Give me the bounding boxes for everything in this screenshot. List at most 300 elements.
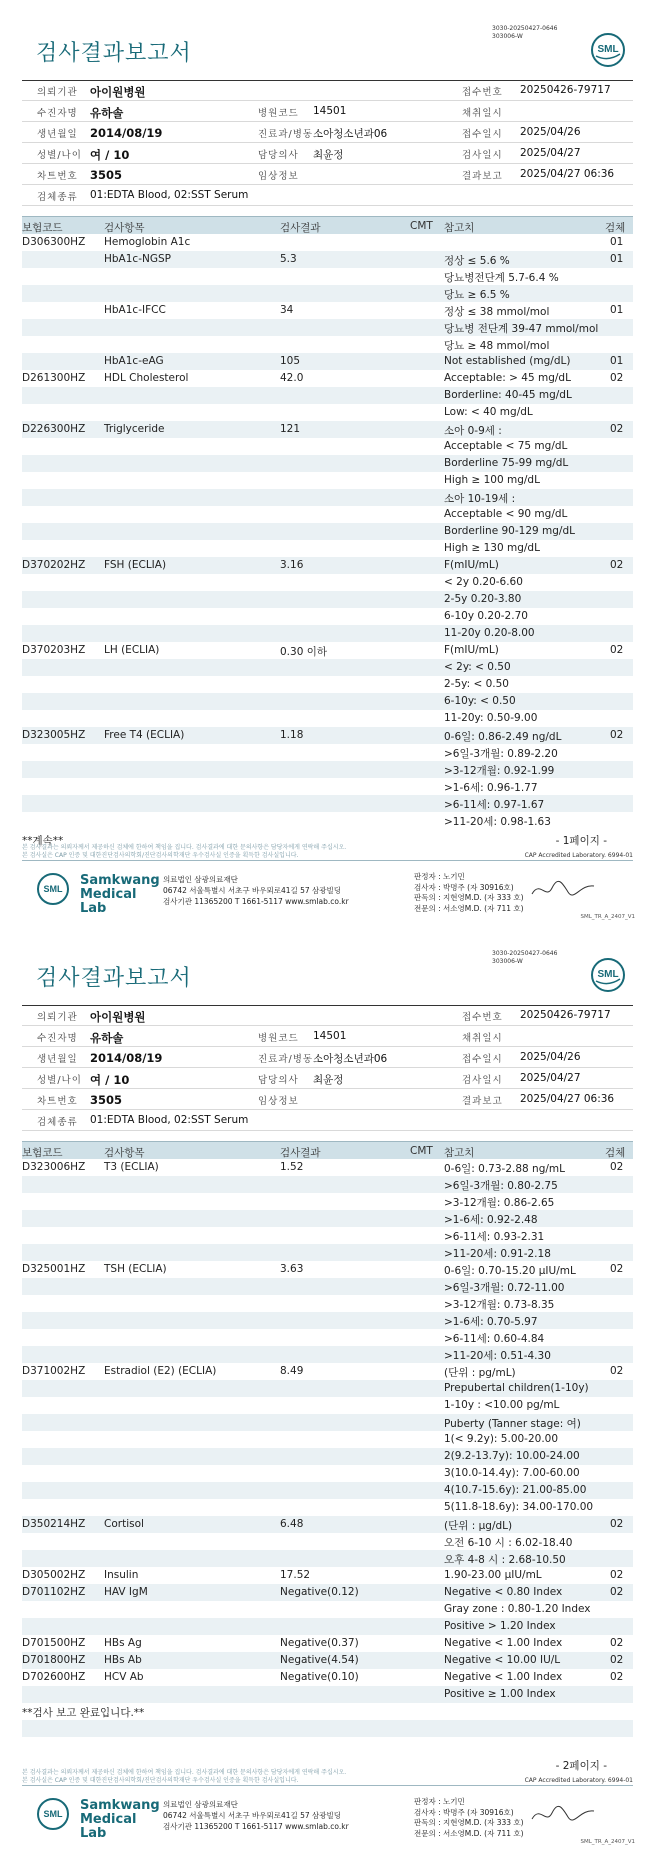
hospital-code-value: 14501 — [313, 1030, 347, 1042]
table-row — [22, 1363, 633, 1380]
hospital-code-value: 14501 — [313, 105, 347, 117]
reported-value: 2025/04/27 06:36 — [520, 168, 615, 180]
info-row — [22, 143, 633, 164]
row-reference: >11-20세: 0.91-2.18 — [444, 1248, 551, 1260]
row-code: D305002HZ — [22, 1569, 86, 1581]
row-code: D325001HZ — [22, 1263, 86, 1275]
row-result: 0.30 이하 — [280, 646, 328, 658]
row-reference: 11-20y 0.20-8.00 — [444, 627, 535, 639]
row-code: D323005HZ — [22, 729, 86, 741]
row-reference: (단위 : pg/mL) — [444, 1367, 516, 1379]
table-row — [22, 1686, 633, 1703]
table-row — [22, 574, 633, 591]
row-reference: Borderline 90-129 mg/dL — [444, 525, 575, 537]
sml-mark-icon — [36, 1797, 70, 1831]
table-body — [22, 1159, 633, 1737]
table-row — [22, 404, 633, 421]
row-code: D323006HZ — [22, 1161, 86, 1173]
row-specimen: 02 — [610, 1654, 624, 1666]
table-row — [22, 795, 633, 812]
chart-value: 3505 — [90, 1093, 123, 1107]
row-code: D701800HZ — [22, 1654, 86, 1666]
col-reference: 참고치 — [444, 222, 475, 234]
table-row — [22, 1720, 633, 1737]
hospital-code-label: 병원코드 — [258, 1033, 299, 1044]
dept-label: 진료과/병동 — [258, 1054, 314, 1065]
row-item: Insulin — [104, 1569, 139, 1581]
row-reference: >11-20세: 0.98-1.63 — [444, 816, 551, 828]
table-row — [22, 608, 633, 625]
row-code: D702600HZ — [22, 1671, 86, 1683]
row-item: HbA1c-eAG — [104, 355, 164, 367]
sex-age-label: 성별/나이 — [37, 1075, 82, 1086]
row-reference: 2(9.2-13.7y): 10.00-24.00 — [444, 1450, 580, 1462]
table-row — [22, 1159, 633, 1176]
row-code: D701500HZ — [22, 1637, 86, 1649]
row-reference: >3-12개월: 0.86-2.65 — [444, 1197, 555, 1209]
row-specimen: 01 — [610, 355, 624, 367]
table-row — [22, 1346, 633, 1363]
row-reference: Not established (mg/dL) — [444, 355, 571, 367]
row-code: **검사 보고 완료입니다.** — [22, 1707, 145, 1719]
form-number: SML_TR_A_2407_V1 — [580, 1839, 635, 1845]
sml-logo-icon — [590, 957, 626, 993]
page-number: - 1페이지 - — [555, 835, 607, 847]
tested-value: 2025/04/27 — [520, 1072, 581, 1084]
row-specimen: 02 — [610, 372, 624, 384]
row-reference: >1-6세: 0.92-2.48 — [444, 1214, 538, 1226]
table-row — [22, 387, 633, 404]
row-item: Estradiol (E2) (ECLIA) — [104, 1365, 217, 1377]
row-reference: 당뇨 ≥ 48 mmol/mol — [444, 340, 550, 352]
row-reference: 6-10y 0.20-2.70 — [444, 610, 528, 622]
table-row — [22, 268, 633, 285]
row-reference: >6-11세: 0.97-1.67 — [444, 799, 545, 811]
dept-value: 소아청소년과06 — [313, 1053, 388, 1065]
tested-label: 검사일시 — [462, 150, 503, 161]
tested-value: 2025/04/27 — [520, 147, 581, 159]
patient-label: 수진자명 — [37, 1033, 78, 1044]
row-reference: 4(10.7-15.6y): 21.00-85.00 — [444, 1484, 587, 1496]
row-result: 34 — [280, 304, 294, 316]
row-reference: Negative < 0.80 Index — [444, 1586, 563, 1598]
row-result: 17.52 — [280, 1569, 311, 1581]
table-row — [22, 1193, 633, 1210]
col-result: 검사결과 — [280, 1147, 321, 1159]
row-reference: 당뇨병전단계 5.7-6.4 % — [444, 272, 559, 284]
table-row — [22, 1176, 633, 1193]
doctor-value: 최윤정 — [313, 149, 344, 161]
row-specimen: 01 — [610, 236, 624, 248]
row-reference: 정상 ≤ 5.6 % — [444, 255, 510, 267]
row-specimen: 02 — [610, 644, 624, 656]
row-item: Free T4 (ECLIA) — [104, 729, 185, 741]
table-header — [22, 1141, 633, 1159]
row-reference: 11-20y: 0.50-9.00 — [444, 712, 538, 724]
row-reference: Negative < 1.00 Index — [444, 1671, 563, 1683]
info-row — [22, 101, 633, 122]
report-page — [0, 925, 655, 1850]
reported-label: 결과보고 — [462, 1096, 503, 1107]
svg-text:SML: SML — [597, 969, 619, 980]
row-reference: High ≥ 100 mg/dL — [444, 474, 540, 486]
row-result: Negative(0.10) — [280, 1671, 359, 1683]
col-code: 보험코드 — [22, 222, 63, 234]
clinical-label: 임상정보 — [258, 1096, 299, 1107]
row-reference: Prepubertal children(1-10y) — [444, 1382, 589, 1394]
specimen-value: 01:EDTA Blood, 02:SST Serum — [90, 189, 249, 201]
table-row — [22, 812, 633, 829]
row-specimen: 02 — [610, 1671, 624, 1683]
svg-text:SML: SML — [597, 44, 619, 55]
page-number: - 2페이지 - — [555, 1760, 607, 1772]
row-reference: 2-5y 0.20-3.80 — [444, 593, 522, 605]
table-row — [22, 557, 633, 574]
row-specimen: 02 — [610, 423, 624, 435]
table-row — [22, 1703, 633, 1720]
signers: 판정자 : 노기민 검사자 : 박명주 (자 30916호) 판독의 : 지현영M.D. (자 333 호) 전문의 : 서소영M.D. (자 711 호) — [414, 1797, 524, 1838]
receipt-no-value: 20250426-79717 — [520, 84, 611, 96]
row-reference: Positive ≥ 1.00 Index — [444, 1688, 556, 1700]
row-result: Negative(4.54) — [280, 1654, 359, 1666]
info-row — [22, 80, 633, 101]
row-specimen: 02 — [610, 729, 624, 741]
row-reference: Borderline 75-99 mg/dL — [444, 457, 569, 469]
row-item: LH (ECLIA) — [104, 644, 160, 656]
collection-label: 채취일시 — [462, 1033, 503, 1044]
sml-logo-icon — [590, 32, 626, 68]
info-row — [22, 1110, 633, 1131]
table-row — [22, 778, 633, 795]
institution-value: 아이원병원 — [90, 85, 146, 99]
col-result: 검사결과 — [280, 222, 321, 234]
table-row — [22, 285, 633, 302]
svg-text:SML: SML — [43, 1809, 63, 1819]
row-reference: >1-6세: 0.70-5.97 — [444, 1316, 538, 1328]
info-row — [22, 1005, 633, 1026]
row-reference: >3-12개월: 0.92-1.99 — [444, 765, 555, 777]
col-specimen: 검체 — [605, 1147, 626, 1159]
col-cmt: CMT — [410, 1145, 433, 1157]
continuation-note: **계속** — [22, 835, 64, 847]
collection-label: 채취일시 — [462, 108, 503, 119]
table-row — [22, 1380, 633, 1397]
row-reference: >6일-3개월: 0.89-2.20 — [444, 748, 558, 760]
row-specimen: 02 — [610, 1263, 624, 1275]
row-reference: 당뇨 ≥ 6.5 % — [444, 289, 510, 301]
row-reference: Borderline: 40-45 mg/dL — [444, 389, 572, 401]
row-code: D350214HZ — [22, 1518, 86, 1530]
row-reference: Acceptable < 90 mg/dL — [444, 508, 568, 520]
row-reference: < 2y: < 0.50 — [444, 661, 511, 673]
report-title: 검사결과보고서 — [36, 41, 192, 66]
info-row — [22, 1026, 633, 1047]
clinical-label: 임상정보 — [258, 171, 299, 182]
footer-notes: 본 검사결과는 의뢰자께서 제공하신 검체에 한하여 책임을 집니다. 검사결과에 대한 문의사항은 담당자에게 연락해 주십시오. 본 검사실은 CAP 인증 및 대한진단검사의학회/진단검사의학재단 우수검사실 인증을 획득한 검사실입니다. — [22, 1769, 347, 1784]
table-row — [22, 727, 633, 744]
table-header — [22, 216, 633, 234]
row-item: Hemoglobin A1c — [104, 236, 191, 248]
row-reference: >6-11세: 0.93-2.31 — [444, 1231, 545, 1243]
table-row — [22, 336, 633, 353]
report-title: 검사결과보고서 — [36, 966, 192, 991]
row-reference: Negative < 1.00 Index — [444, 1637, 563, 1649]
row-result: 121 — [280, 423, 301, 435]
dept-label: 진료과/병동 — [258, 129, 314, 140]
footer-divider — [22, 1785, 633, 1786]
info-row — [22, 1089, 633, 1110]
row-result: 1.18 — [280, 729, 304, 741]
row-code: D370203HZ — [22, 644, 86, 656]
hospital-code-label: 병원코드 — [258, 108, 299, 119]
doctor-label: 담당의사 — [258, 1075, 299, 1086]
received-value: 2025/04/26 — [520, 126, 581, 138]
table-row — [22, 1635, 633, 1652]
row-reference: Puberty (Tanner stage: 여) — [444, 1418, 581, 1430]
table-row — [22, 234, 633, 251]
row-reference: 1.90-23.00 µIU/mL — [444, 1569, 542, 1581]
table-row — [22, 1533, 633, 1550]
row-item: Triglyceride — [104, 423, 165, 435]
doctor-value: 최윤정 — [313, 1074, 344, 1086]
sex-age-label: 성별/나이 — [37, 150, 82, 161]
table-body — [22, 234, 633, 829]
row-reference: 0-6일: 0.86-2.49 ng/dL — [444, 731, 562, 743]
form-number: SML_TR_A_2407_V1 — [580, 914, 635, 920]
table-row — [22, 251, 633, 268]
table-row — [22, 1482, 633, 1499]
row-code: D371002HZ — [22, 1365, 86, 1377]
row-result: 5.3 — [280, 253, 297, 265]
row-specimen: 02 — [610, 1365, 624, 1377]
table-row — [22, 1567, 633, 1584]
col-code: 보험코드 — [22, 1147, 63, 1159]
row-specimen: 02 — [610, 1586, 624, 1598]
row-item: HbA1c-NGSP — [104, 253, 171, 265]
row-code: D701102HZ — [22, 1586, 86, 1598]
table-row — [22, 1312, 633, 1329]
row-result: 42.0 — [280, 372, 304, 384]
cap-accreditation: CAP Accredited Laboratory. 6994-01 — [524, 1777, 633, 1784]
row-reference: >3-12개월: 0.73-8.35 — [444, 1299, 555, 1311]
patient-value: 유하솔 — [90, 106, 124, 120]
table-row — [22, 1448, 633, 1465]
row-reference: 1(< 9.2y): 5.00-20.00 — [444, 1433, 559, 1445]
table-row — [22, 642, 633, 659]
row-reference: >6일-3개월: 0.80-2.75 — [444, 1180, 558, 1192]
table-row — [22, 1244, 633, 1261]
info-row — [22, 185, 633, 206]
row-item: HDL Cholesterol — [104, 372, 189, 384]
lab-name: Samkwang Medical Lab — [80, 873, 160, 916]
row-reference: 오후 4-8 시 : 2.68-10.50 — [444, 1554, 566, 1566]
row-specimen: 02 — [610, 559, 624, 571]
col-specimen: 검체 — [605, 222, 626, 234]
table-row — [22, 1499, 633, 1516]
table-row — [22, 1584, 633, 1601]
row-code: D261300HZ — [22, 372, 86, 384]
row-specimen: 02 — [610, 1569, 624, 1581]
table-row — [22, 1414, 633, 1431]
cap-accreditation: CAP Accredited Laboratory. 6994-01 — [524, 852, 633, 859]
row-reference: Gray zone : 0.80-1.20 Index — [444, 1603, 591, 1615]
table-row — [22, 1278, 633, 1295]
row-reference: >6-11세: 0.60-4.84 — [444, 1333, 545, 1345]
dob-value: 2014/08/19 — [90, 1051, 163, 1065]
table-row — [22, 319, 633, 336]
reported-value: 2025/04/27 06:36 — [520, 1093, 615, 1105]
sml-mark-icon — [36, 872, 70, 906]
row-reference: 소아 10-19세 : — [444, 493, 516, 505]
table-row — [22, 1465, 633, 1482]
receipt-no-label: 접수번호 — [462, 87, 503, 98]
row-item: HAV IgM — [104, 1586, 148, 1598]
signers: 판정자 : 노기민 검사자 : 박명주 (자 30916호) 판독의 : 지현영M.D. (자 333 호) 전문의 : 서소영M.D. (자 711 호) — [414, 872, 524, 913]
row-reference: 5(11.8-18.6y): 34.00-170.00 — [444, 1501, 594, 1513]
table-row — [22, 659, 633, 676]
table-row — [22, 591, 633, 608]
row-reference: F(mIU/mL) — [444, 644, 499, 656]
table-row — [22, 506, 633, 523]
signature-icon — [528, 1799, 598, 1829]
table-row — [22, 1210, 633, 1227]
row-specimen: 01 — [610, 253, 624, 265]
specimen-value: 01:EDTA Blood, 02:SST Serum — [90, 1114, 249, 1126]
table-row — [22, 1431, 633, 1448]
receipt-no-label: 접수번호 — [462, 1012, 503, 1023]
patient-value: 유하솔 — [90, 1031, 124, 1045]
chart-value: 3505 — [90, 168, 123, 182]
row-reference: 3(10.0-14.4y): 7.00-60.00 — [444, 1467, 580, 1479]
info-row — [22, 1068, 633, 1089]
dob-label: 생년월일 — [37, 1054, 78, 1065]
table-row — [22, 302, 633, 319]
received-value: 2025/04/26 — [520, 1051, 581, 1063]
row-item: HbA1c-IFCC — [104, 304, 166, 316]
row-code: D370202HZ — [22, 559, 86, 571]
row-specimen: 02 — [610, 1518, 624, 1530]
signature-icon — [528, 874, 598, 904]
col-item: 검사항목 — [104, 1147, 145, 1159]
patient-info — [22, 80, 633, 206]
sex-age-value: 여 / 10 — [90, 148, 130, 162]
col-cmt: CMT — [410, 220, 433, 232]
info-row — [22, 1047, 633, 1068]
row-item: HBs Ab — [104, 1654, 142, 1666]
info-row — [22, 164, 633, 185]
table-row — [22, 1261, 633, 1278]
document-code: 3030-20250427-0646 303006-W — [492, 950, 558, 965]
row-code: D306300HZ — [22, 236, 86, 248]
row-result: 3.63 — [280, 1263, 304, 1275]
patient-label: 수진자명 — [37, 108, 78, 119]
footer-divider — [22, 860, 633, 861]
footer-notes: 본 검사결과는 의뢰자께서 제공하신 검체에 한하여 책임을 집니다. 검사결과에 대한 문의사항은 담당자에게 연락해 주십시오. 본 검사실은 CAP 인증 및 대한진단검사의학회/진단검사의학재단 우수검사실 인증을 획득한 검사실입니다. — [22, 844, 347, 859]
row-reference: >6일-3개월: 0.72-11.00 — [444, 1282, 565, 1294]
row-reference: Positive > 1.20 Index — [444, 1620, 556, 1632]
row-item: TSH (ECLIA) — [104, 1263, 167, 1275]
table-row — [22, 1601, 633, 1618]
lab-name: Samkwang Medical Lab — [80, 1798, 160, 1841]
table-row — [22, 1329, 633, 1346]
table-row — [22, 472, 633, 489]
row-reference: >1-6세: 0.96-1.77 — [444, 782, 538, 794]
table-row — [22, 625, 633, 642]
row-result: 105 — [280, 355, 301, 367]
document-code: 3030-20250427-0646 303006-W — [492, 25, 558, 40]
receipt-no-value: 20250426-79717 — [520, 1009, 611, 1021]
institution-label: 의뢰기관 — [37, 1012, 78, 1023]
table-row — [22, 1550, 633, 1567]
dept-value: 소아청소년과06 — [313, 128, 388, 140]
row-reference: 6-10y: < 0.50 — [444, 695, 516, 707]
row-reference: < 2y 0.20-6.60 — [444, 576, 523, 588]
row-result: 8.49 — [280, 1365, 304, 1377]
info-row — [22, 122, 633, 143]
specimen-label: 검체종류 — [37, 192, 78, 203]
table-row — [22, 540, 633, 557]
table-row — [22, 1516, 633, 1533]
table-row — [22, 421, 633, 438]
svg-text:SML: SML — [43, 884, 63, 894]
table-row — [22, 489, 633, 506]
results-table — [22, 216, 633, 829]
patient-info — [22, 1005, 633, 1131]
chart-label: 차트번호 — [37, 171, 78, 182]
row-item: Cortisol — [104, 1518, 144, 1530]
table-row — [22, 353, 633, 370]
row-reference: 정상 ≤ 38 mmol/mol — [444, 306, 550, 318]
table-row — [22, 438, 633, 455]
row-reference: F(mIU/mL) — [444, 559, 499, 571]
institution-value: 아이원병원 — [90, 1010, 146, 1024]
row-item: HCV Ab — [104, 1671, 144, 1683]
row-reference: Negative < 10.00 IU/L — [444, 1654, 561, 1666]
table-row — [22, 1652, 633, 1669]
foundation-info: 의료법인 삼광의료재단 06742 서울특별시 서초구 바우뫼로41길 57 삼광빌딩 검사기관 11365200 T 1661-5117 www.smlab.co.kr — [163, 875, 349, 906]
institution-label: 의뢰기관 — [37, 87, 78, 98]
dob-label: 생년월일 — [37, 129, 78, 140]
foundation-info: 의료법인 삼광의료재단 06742 서울특별시 서초구 바우뫼로41길 57 삼광빌딩 검사기관 11365200 T 1661-5117 www.smlab.co.kr — [163, 1800, 349, 1831]
row-specimen: 02 — [610, 1637, 624, 1649]
table-row — [22, 693, 633, 710]
table-row — [22, 744, 633, 761]
specimen-label: 검체종류 — [37, 1117, 78, 1128]
row-reference: 당뇨병 전단계 39-47 mmol/mol — [444, 323, 599, 335]
dob-value: 2014/08/19 — [90, 126, 163, 140]
row-reference: 0-6일: 0.70-15.20 µIU/mL — [444, 1265, 576, 1277]
row-reference: High ≥ 130 mg/dL — [444, 542, 540, 554]
sml-footer-logo — [36, 1797, 160, 1841]
row-reference: Low: < 40 mg/dL — [444, 406, 533, 418]
table-row — [22, 523, 633, 540]
row-reference: 0-6일: 0.73-2.88 ng/mL — [444, 1163, 565, 1175]
row-reference: Acceptable: > 45 mg/dL — [444, 372, 571, 384]
table-row — [22, 1669, 633, 1686]
table-row — [22, 676, 633, 693]
table-row — [22, 710, 633, 727]
reported-label: 결과보고 — [462, 171, 503, 182]
doctor-label: 담당의사 — [258, 150, 299, 161]
row-item: HBs Ag — [104, 1637, 142, 1649]
row-reference: (단위 : µg/dL) — [444, 1520, 513, 1532]
table-row — [22, 370, 633, 387]
row-item: T3 (ECLIA) — [104, 1161, 159, 1173]
chart-label: 차트번호 — [37, 1096, 78, 1107]
row-result: Negative(0.37) — [280, 1637, 359, 1649]
results-table — [22, 1141, 633, 1737]
row-reference: Acceptable < 75 mg/dL — [444, 440, 568, 452]
